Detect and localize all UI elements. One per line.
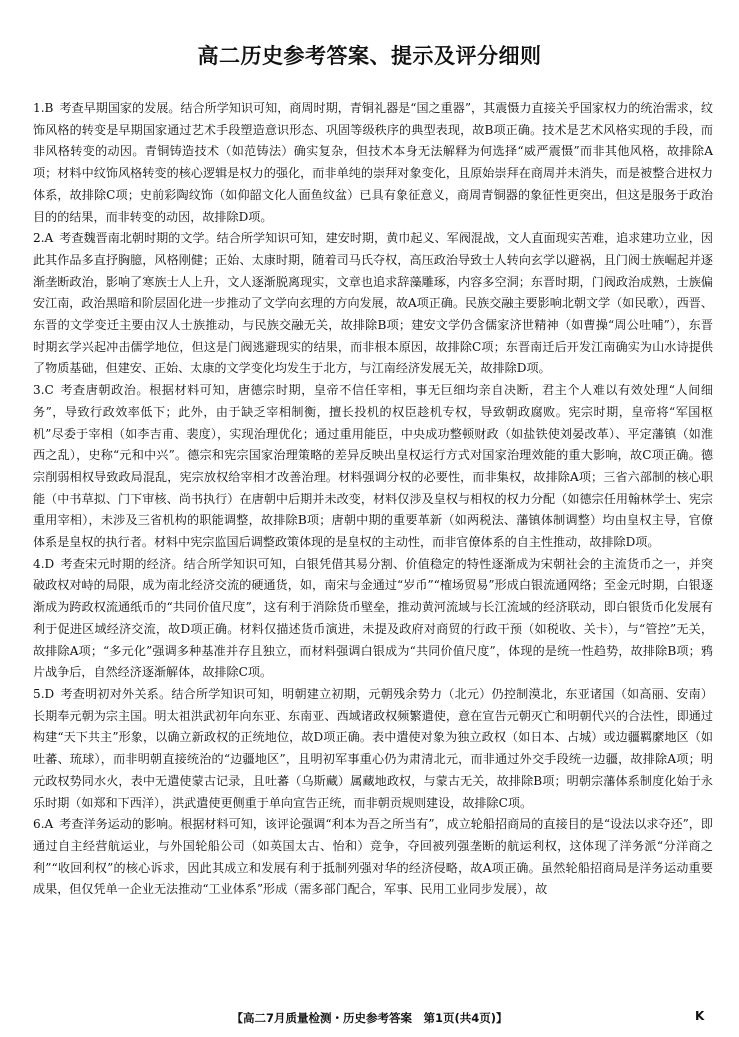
answer-number: 2.A	[33, 231, 54, 246]
answer-item-1	[33, 98, 713, 228]
answer-item-2	[33, 228, 713, 380]
answer-explanation: 考查魏晋南北朝时期的文学。结合所学知识可知，建安时期，黄巾起义、军阀混战，文人直面现实苦难，追求建功立业，因此其作品多直抒胸臆，风格刚健；正始、太康时期，随着司马氏夺权，高压政治导致士人转向玄学以避祸，且门阀士族崛起并逐渐垄断政治，影响了寒族士人上升，文人逐渐脱离现实，文章也追求辞藻雕琢，内容多空洞；东晋时期，门阀政治成熟，士族偏安江南，政治黑暗和阶层固化进一步推动了文学向玄理的方向发展，故A项正确。民族交融主要影响北朝文学（如民歌），西晋、东晋的文学变迁主要由汉人士族推动，与民族交融无关，故排除B项；建安文学仍含儒家济世精神（如曹操“周公吐哺”），东晋时期玄学兴起冲击儒学地位，但这是门阀逃避现实的结果，而非根本原因，故排除C项；东晋南迁后开发江南确实为山水诗提供了物质基础，但建安、正始、太康的文学变化均发生于北方，与江南经济发展无关，故排除D项。	[33, 231, 713, 376]
answer-explanation: 考查洋务运动的影响。根据材料可知，该评论强调“利本为吾之所当有”，成立轮船招商局的直接目的是“设法以求夺还”，即通过自主经营航运业，与外国轮船公司（如英国太古、怡和）竞争，夺回被列强垄断的航运利权，这体现了洋务派“分洋商之利”“收回利权”的核心诉求，因此其成立和发展有利于抵制列强对华的经济侵略，故A项正确。虽然轮船招商局是洋务运动重要成果，但仅凭单一企业无法推动“工业体系”形成（需多部门配合，军事、民用工业同步发展），故	[33, 817, 713, 897]
version-code: K	[695, 1009, 705, 1023]
answer-item-6	[33, 814, 713, 901]
answer-explanation: 考查宋元时期的经济。结合所学知识可知，白银凭借其易分割、价值稳定的特性逐渐成为宋朝社会的主流货币之一，并突破政权对峙的局限，成为南北经济交流的硬通货，如，南宋与金通过“岁币”“榷场贸易”形成白银流通网络；至金元时期，白银逐渐成为跨政权流通纸币的“共同价值尺度”，这有利于消除货币壁垒，推动黄河流域与长江流域的经济联动，即白银货币化发展有利于促进区域经济交流，故D项正确。材料仅描述货币演进，未提及政府对商贸的行政干预（如税收、关卡），与“管控”无关，故排除A项；“多元化”强调多种基准并存且独立，而材料强调白银成为“共同价值尺度”，体现的是统一性趋势，故排除B项；鸦片战争后，自然经济逐渐解体，故排除C项。	[33, 556, 713, 680]
answer-item-3	[33, 380, 713, 554]
page-footer: 【高二7月质量检测・历史参考答案 第1页(共4页)】	[231, 1011, 508, 1025]
answer-number: 3.C	[33, 383, 54, 398]
answer-number: 1.B	[33, 101, 54, 115]
answer-explanation: 考查唐朝政治。根据材料可知，唐德宗时期，皇帝不信任宰相，事无巨细均亲自决断，君主个人难以有效处理“人间细务”，导致行政效率低下；此外，由于缺乏宰相制衡，擅长投机的权臣趁机专权，导致朝政腐败。宪宗时期，皇帝将“军国枢机”尽委于宰相（如李吉甫、裴度），实现治理优化；通过重用能臣，中央成功整顿财政（如盐铁使刘晏改革）、平定藩镇（如淮西之乱），史称“元和中兴”。德宗和宪宗国家治理策略的差异反映出皇权运行方式对国家治理效能的重大影响，故C项正确。德宗削弱相权导致政局混乱，宪宗放权给宰相才改善治理。材料强调分权的必要性，而非集权，故排除A项；三省六部制的核心职能（中书草拟、门下审核、尚书执行）在唐朝中后期并未改变，材料仅涉及皇权与相权的权力分配（如德宗任用翰林学士、宪宗重用宰相），未涉及三省机构的职能调整，故排除B项；唐朝中期的重要革新（如两税法、藩镇体制调整）均由皇权主导，官僚体系是皇权的执行者。材料中宪宗监国后调整政策体现的是皇权的主动性，而非官僚体系的自主性推动，故排除D项。	[33, 383, 713, 550]
page-title: 高二历史参考答案、提示及评分细则	[197, 44, 542, 68]
answer-number: 4.D	[33, 556, 55, 571]
answer-explanation: 考查明初对外关系。结合所学知识可知，明朝建立初期，元朝残余势力（北元）仍控制漠北，东亚诸国（如高丽、安南）长期奉元朝为宗主国。明太祖洪武初年向东亚、东南亚、西域诸政权频繁遣使，意在宣告元朝灭亡和明朝代兴的合法性，即通过构建“天下共主”形象，以确立新政权的正统地位，故D项正确。表中遣使对象为独立政权（如日本、占城）或边疆羁縻地区（如吐蕃、琉球），而非明朝直接统治的“边疆地区”，且明初军事重心仍为肃清北元，而非通过外交手段统一边疆，故排除A项；明元政权势同水火，表中无遣使蒙古记录，且吐蕃（乌斯藏）属藏地政权，与蒙古无关，故排除B项；明朝宗藩体系制度化始于永乐时期（如郑和下西洋），洪武遣使更侧重于单向宣告正统，而非朝贡规则建设，故排除C项。	[33, 686, 713, 810]
answer-list	[33, 98, 713, 901]
answer-explanation: 考查早期国家的发展。结合所学知识可知，商周时期，青铜礼器是“国之重器”，其震慑力直接关乎国家权力的统治需求，纹饰风格的转变是早期国家通过艺术手段塑造意识形态、巩固等级秩序的典型表现，故B项正确。技术是艺术风格实现的手段，而非风格转变的动因。青铜铸造技术（如范铸法）确实复杂，但技术本身无法解释为何选择“威严震慑”而非其他风格，故排除A项；材料中纹饰风格转变的核心逻辑是权力的强化，而非单纯的崇拜对象变化，且原始崇拜在商周并未消失，而是被整合进权力体系，故排除C项；史前彩陶纹饰（如仰韶文化人面鱼纹盆）已具有象征意义，商周青铜器的象征性更突出，但这是服务于政治目的的结果，而非转变的动因，故排除D项。	[33, 101, 713, 224]
answer-item-4	[33, 554, 713, 684]
answer-number: 5.D	[33, 686, 55, 701]
answer-item-5	[33, 684, 713, 814]
answer-number: 6.A	[33, 817, 54, 832]
